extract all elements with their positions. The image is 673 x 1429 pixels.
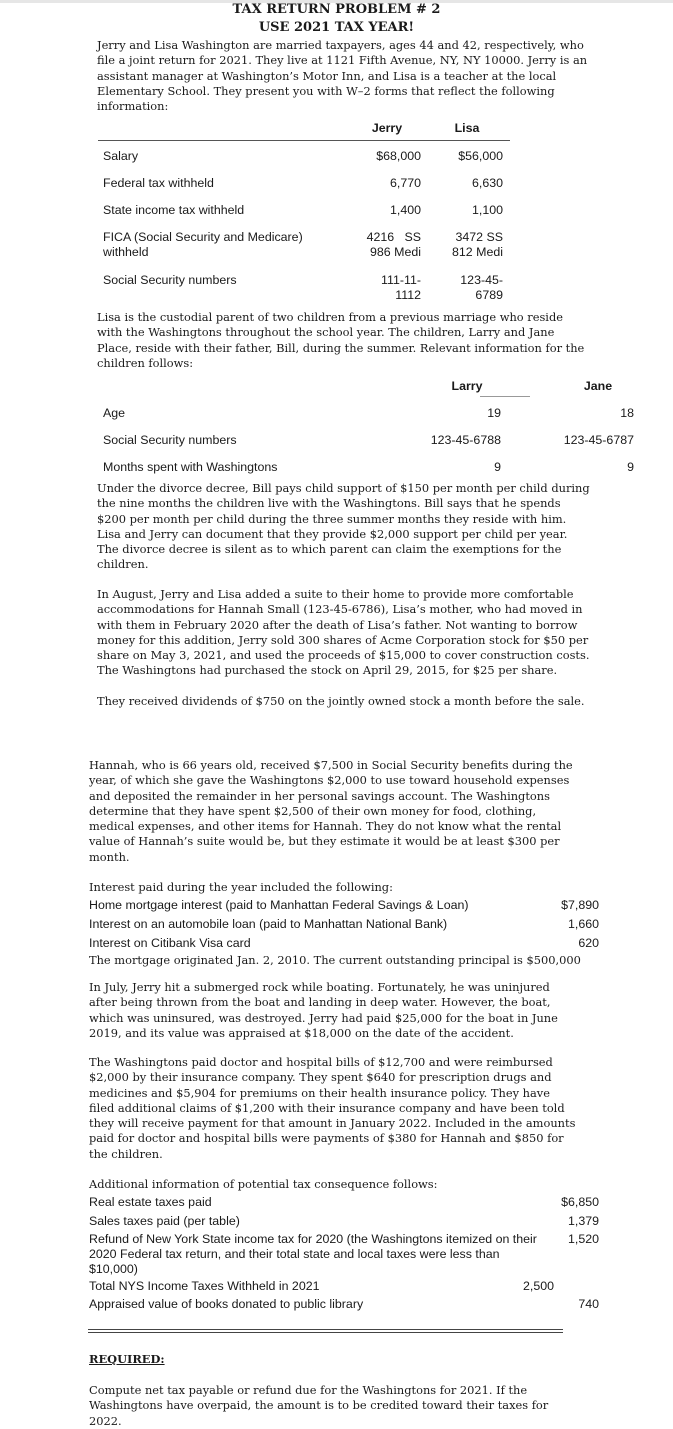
interest-home-value: $7,890	[561, 898, 599, 912]
additional-sales-value: 1,379	[567, 1214, 599, 1228]
august-paragraph: In August, Jerry and Lisa added a suite to their home to provide more comfortable accommodations for Hannah Small (123-45-6786), Lisa’s mother, who had moved in with them in February 2020 after the death of Lisa’s father. Not wanting to borrow money for this addition, Jerry sold 300 shares of Acme Corporation stock for $50 per share on May 3, 2021, and used the proceeds of $15,000 to cover construction costs. The Washingtons had purchased the stock on April 29, 2015, for $25 per share.	[97, 587, 590, 678]
w2-fed-lisa: 6,630	[471, 176, 503, 190]
additional-re-label: Real estate taxes paid	[89, 1195, 212, 1209]
w2-col-lisa: Lisa	[454, 121, 480, 135]
medical-paragraph: The Washingtons paid doctor and hospital bills of $12,700 and were reimbursed $2,000 by their insurance company. They spent $640 for prescription drugs and medicines and $5,904 for premiums on their health insurance policy. They have filed additional claims of $1,200 with their insurance company and have been told they will receive payment for that amount in January 2022. Included in the amounts paid for doctor and hospital bills were payments of $380 for Hannah and $850 for the children.	[89, 1055, 576, 1161]
w2-salary-lisa: $56,000	[458, 149, 503, 163]
w2-col-jerry: Jerry	[371, 121, 403, 135]
additional-intro: Additional information of potential tax consequence follows:	[89, 1177, 438, 1191]
w2-ssn-label: Social Security numbers	[103, 273, 237, 287]
interest-auto-label: Interest on an automobile loan (paid to Manhattan National Bank)	[89, 917, 448, 931]
children-months-larry: 9	[494, 460, 501, 474]
dividends-line: They received dividends of $750 on the jointly owned stock a month before the sale.	[97, 694, 585, 708]
children-col-jane: Jane	[583, 379, 613, 393]
divorce-paragraph: Under the divorce decree, Bill pays child support of $150 per month per child during the nine months the children live with the Washingtons. Bill says that he spends $200 per month per child during the three summer months they reside with him. Lisa and Jerry can document that they provide $2,000 support per child per year. The divorce decree is silent as to which parent can claim the exemptions for the children.	[97, 481, 590, 572]
children-months-jane: 9	[627, 460, 634, 474]
interest-visa-value: 620	[578, 936, 599, 950]
w2-state-jerry: 1,400	[389, 203, 421, 217]
w2-fica-jerry: 4216 SS 986 Medi	[366, 230, 421, 259]
additional-books-value: 740	[578, 1297, 599, 1311]
intro-line: information:	[97, 99, 169, 114]
interest-intro: Interest paid during the year included the following:	[89, 880, 393, 894]
intro-line: Elementary School. They present you with W–2 forms that reflect the following	[97, 83, 555, 98]
w2-fica-lisa: 3472 SS 812 Medi	[452, 230, 503, 259]
additional-sales-label: Sales taxes paid (per table)	[89, 1214, 240, 1228]
boat-paragraph: In July, Jerry hit a submerged rock while boating. Fortunately, he was uninjured after being thrown from the boat and landing in deep water. However, the boat, which was uninsured, was destroyed. Jerry had paid $25,000 for the boat in June 2019, and its value was appraised at $18,000 on the date of the accident.	[89, 980, 558, 1040]
separator-rule-top	[88, 1329, 563, 1330]
additional-re-value: $6,850	[561, 1195, 599, 1209]
w2-ssn-jerry: 111-11- 1112	[381, 273, 421, 302]
separator-rule-bottom	[88, 1332, 563, 1333]
children-age-jane: 18	[620, 406, 634, 420]
additional-refund-label: Refund of New York State income tax for 2020 (the Washingtons itemized on their 2020 Federal tax return, and their total state and local taxes were less than $10,000)	[89, 1232, 537, 1276]
children-months-label: Months spent with Washingtons	[103, 460, 278, 474]
intro-line: assistant manager at Washington’s Motor Inn, and Lisa is a teacher at the local	[97, 68, 557, 83]
additional-refund-value: 1,520	[567, 1232, 599, 1246]
mortgage-note: The mortgage originated Jan. 2, 2010. The current outstanding principal is $500,000	[89, 953, 581, 967]
intro-line: Jerry and Lisa Washington are married taxpayers, ages 44 and 42, respectively, who	[97, 38, 584, 52]
w2-fed-jerry: 6,770	[389, 176, 421, 190]
w2-state-label: State income tax withheld	[103, 203, 245, 217]
children-ssn-jane: 123-45-6787	[563, 433, 634, 447]
additional-nys-value: 2,500	[522, 1279, 554, 1293]
additional-nys-label: Total NYS Income Taxes Withheld in 2021	[89, 1279, 320, 1293]
required-heading: REQUIRED:	[89, 1352, 165, 1366]
children-intro-paragraph: Lisa is the custodial parent of two children from a previous marriage who reside with the Washingtons throughout the school year. The children, Larry and Jane Place, reside with their father, Bill, during the summer. Relevant information for the children follows:	[97, 310, 585, 370]
interest-auto-value: 1,660	[567, 917, 599, 931]
children-age-larry: 19	[487, 406, 501, 420]
children-ssn-larry: 123-45-6788	[430, 433, 501, 447]
required-text: Compute net tax payable or refund due for the Washingtons for 2021. If the Washingtons have overpaid, the amount is to be credited toward their taxes for 2022.	[89, 1383, 549, 1428]
intro-line: file a joint return for 2021. They live at 1121 Fifth Avenue, NY, NY 10000. Jerry is an	[97, 53, 588, 68]
interest-visa-label: Interest on Citibank Visa card	[89, 936, 251, 950]
w2-ssn-lisa: 123-45- 6789	[460, 273, 503, 302]
additional-books-label: Appraised value of books donated to public library	[89, 1297, 364, 1311]
children-ssn-label: Social Security numbers	[103, 433, 237, 447]
page-subtitle: USE 2021 TAX YEAR!	[258, 20, 415, 35]
w2-salary-label: Salary	[103, 149, 139, 163]
intro-paragraph	[97, 38, 657, 114]
children-age-label: Age	[103, 406, 126, 420]
w2-fica-label: FICA (Social Security and Medicare) withheld	[103, 230, 303, 259]
w2-header-rule	[98, 140, 510, 141]
w2-state-lisa: 1,100	[471, 203, 503, 217]
w2-salary-jerry: $68,000	[376, 149, 421, 163]
interest-home-label: Home mortgage interest (paid to Manhattan Federal Savings & Loan)	[89, 898, 469, 912]
page-title: TAX RETURN PROBLEM # 2	[232, 2, 441, 17]
w2-fed-label: Federal tax withheld	[103, 176, 214, 190]
children-header-rule	[480, 396, 530, 397]
children-col-larry: Larry	[451, 379, 483, 393]
hannah-paragraph: Hannah, who is 66 years old, received $7,500 in Social Security benefits during the year, of which she gave the Washingtons $2,000 to use toward household expenses and deposited the remainder in her personal savings account. The Washingtons determine that they have spent $2,500 of their own money for food, clothing, medical expenses, and other items for Hannah. They do not know what the rental value of Hannah’s suite would be, but they estimate it would be at least $300 per month.	[89, 758, 573, 864]
